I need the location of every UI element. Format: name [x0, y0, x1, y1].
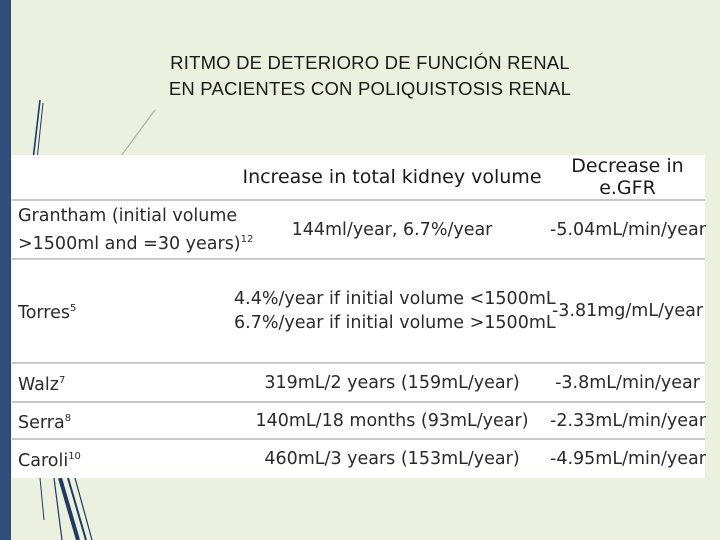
deco-line-1 [33, 100, 40, 160]
volume-value: 144ml/year, 6.7%/year [291, 219, 493, 240]
reference-number: 7 [58, 374, 66, 386]
egfr-cell: -4.95mL/min/year [550, 439, 705, 478]
study-cell [12, 402, 234, 439]
deco-line-3 [118, 110, 155, 160]
study-name: Grantham (initial volume [18, 205, 238, 226]
table-row [12, 363, 705, 402]
volume-cell: 319mL/2 years (159mL/year) [234, 363, 550, 402]
egfr-cell: -3.8mL/min/year [550, 363, 705, 402]
slide-title [80, 50, 660, 102]
volume-cell: 140mL/18 months (93mL/year) [234, 402, 550, 439]
volume-cell: 460mL/3 years (153mL/year) [234, 439, 550, 478]
slide-title-line-2: EN PACIENTES CON POLIQUISTOSIS RENAL [168, 78, 572, 99]
data-table-panel [12, 155, 705, 478]
study-name-line-2: >1500ml and =30 years) [18, 233, 241, 254]
table-row [12, 200, 705, 259]
table-row [12, 259, 705, 363]
volume-cell [234, 259, 556, 363]
reference-number: 5 [70, 303, 77, 315]
reference-number: 8 [64, 412, 72, 424]
reference-number: 12 [240, 233, 254, 245]
table-header-row [12, 155, 705, 200]
egfr-cell: -2.33mL/min/year [550, 402, 705, 439]
deco-line-4 [60, 478, 78, 540]
study-cell [12, 259, 234, 363]
egfr-cell: -3.81mg/mL/year [550, 259, 705, 363]
volume-cell [234, 200, 550, 259]
volume-value-line-2: 6.7%/year if initial volume >1500mL [234, 313, 556, 334]
study-cell [12, 200, 254, 259]
header-study [12, 155, 234, 200]
volume-value: 4.4%/year if initial volume <1500mL [234, 289, 556, 310]
study-name: Serra [18, 412, 65, 433]
study-name: Torres [18, 303, 71, 324]
study-name: Walz [18, 374, 59, 395]
study-name: Caroli [18, 450, 69, 471]
kidney-volume-table [12, 155, 705, 478]
header-egfr: Decrease in e.GFR [571, 155, 684, 199]
study-cell [12, 363, 234, 402]
reference-number: 10 [68, 450, 81, 462]
header-volume: Increase in total kidney volume [242, 166, 542, 188]
table-row [12, 402, 705, 439]
table-row [12, 439, 705, 478]
deco-line-8 [40, 478, 44, 520]
slide-title-line-1: RITMO DE DETERIORO DE FUNCIÓN RENAL [170, 52, 570, 73]
egfr-cell: -5.04mL/min/year [550, 200, 705, 259]
study-cell [12, 439, 234, 478]
